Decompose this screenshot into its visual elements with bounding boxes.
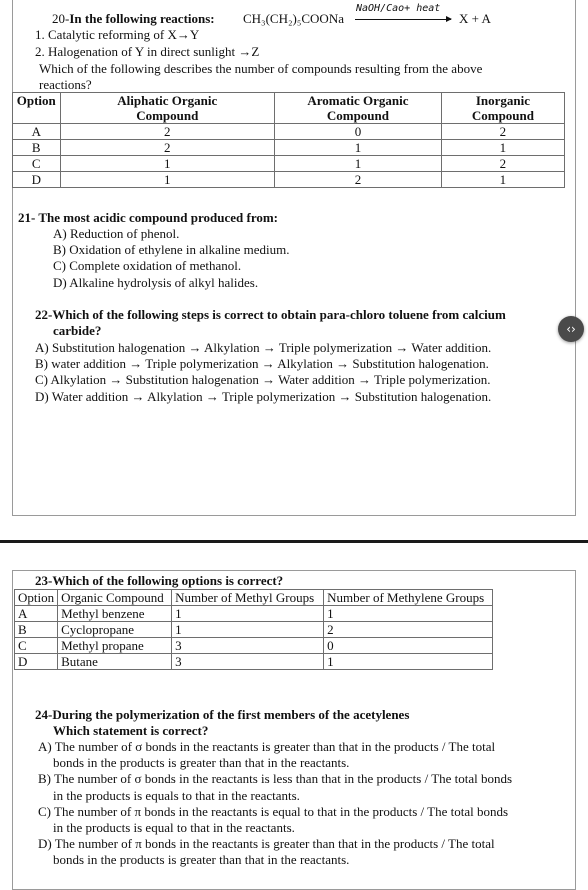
q20-step-2: 2. Halogenation of Y in direct sunlight →Z [35,44,260,59]
q21-option-d: D) Alkaline hydrolysis of alkyl halides. [53,275,259,290]
table-cell: 1 [275,156,442,172]
table-cell: 2 [275,172,442,188]
table-header-cell: Aliphatic Organic Compound [60,93,274,124]
table-header-cell: Inorganic Compound [441,93,564,124]
table-header-row [13,93,565,124]
table-header-cell: Number of Methyl Groups [172,590,324,606]
q20-formula: CH₃(CH₂)₅COONa [243,11,344,26]
table-cell: 1 [324,654,493,670]
table-cell: 2 [60,140,274,156]
table-cell: Methyl propane [58,638,172,654]
q22-option-a: A) Substitution halogenation → Alkylation → Triple polymerization → Water addition. [35,340,492,355]
q20-header [52,11,215,27]
table-cell: 1 [60,156,274,172]
table-cell: A [15,606,58,622]
table-cell: 1 [172,622,324,638]
table-header-row [15,590,493,606]
q23-table [14,589,493,670]
q21-option-c: C) Complete oxidation of methanol. [53,258,242,273]
table-cell: 1 [441,172,564,188]
q24-option-b-line-2: in the products is equals to that in the reactants. [53,788,300,803]
q20-reaction-arrow [355,19,451,20]
table-cell: B [13,140,61,156]
q24-option-b-line-1: B) The number of σ bonds in the reactants is less than that in the products / The total bonds [38,771,513,786]
table-cell: 3 [172,654,324,670]
q24-option-c-line-2: in the products is equal to that in the reactants. [53,820,295,835]
table-header-cell: Option [15,590,58,606]
table-cell: 1 [60,172,274,188]
table-header-cell: Aromatic Organic Compound [275,93,442,124]
q24-option-a-line-1: A) The number of σ bonds in the reactants is greater than that in the products / The total [38,739,496,754]
q20-products: X + A [459,11,491,26]
table-cell: B [15,622,58,638]
table-cell: C [13,156,61,172]
q24-option-c-line-1: C) The number of π bonds in the reactants is equal to that in the products / The total bonds [38,804,509,819]
q23-title: 23-Which of the following options is correct? [35,573,284,588]
table-row [15,606,493,622]
table-cell: 0 [324,638,493,654]
table-cell: 1 [324,606,493,622]
table-header-cell: Organic Compound [58,590,172,606]
q22-option-d: D) Water addition → Alkylation → Triple polymerization → Substitution halogenation. [35,389,492,404]
q21-title: 21- The most acidic compound produced from: [18,210,279,225]
q22-title-line-1: 22-Which of the following steps is correct to obtain para-chloro toluene from calcium [35,307,506,322]
q20-question-line-2: reactions? [39,77,92,92]
table-header-cell: Option [13,93,61,124]
q20-number: 20- [52,11,70,26]
table-row [13,140,565,156]
table-cell: 2 [441,124,564,140]
q21-option-b: B) Oxidation of ethylene in alkaline medium. [53,242,290,257]
q20-reagent-label: NaOH/Cao+ heat [356,3,441,14]
q21-option-a: A) Reduction of phenol. [53,226,180,241]
table-cell: Cyclopropane [58,622,172,638]
q20-question-line-1: Which of the following describes the number of compounds resulting from the above [39,61,483,76]
table-cell: D [13,172,61,188]
q22-title-line-2: carbide? [53,323,102,338]
q24-option-d-line-1: D) The number of π bonds in the reactants is greater than that in the products / The total [38,836,495,851]
q24-option-d-line-2: bonds in the products is greater than that in the reactants. [53,852,350,867]
q20-stem: In the following reactions: [69,11,215,26]
table-row [13,172,565,188]
table-cell: 1 [275,140,442,156]
q20-step-1: 1. Catalytic reforming of X→Y [35,27,200,42]
table-cell: 1 [441,140,564,156]
table-cell: 2 [60,124,274,140]
table-cell: 0 [275,124,442,140]
q24-option-a-line-2: bonds in the products is greater than that in the reactants. [53,755,350,770]
table-cell: A [13,124,61,140]
q20-table [12,92,565,188]
q22-option-b: B) water addition → Triple polymerization → Alkylation → Substitution halogenation. [35,356,489,371]
table-row [13,124,565,140]
table-row [13,156,565,172]
table-row [15,654,493,670]
table-header-cell: Number of Methylene Groups [324,590,493,606]
table-cell: 1 [172,606,324,622]
page-separator [0,540,588,543]
chevron-left-right-icon: ‹› [566,322,576,336]
table-cell: Butane [58,654,172,670]
q24-title-line-2: Which statement is correct? [53,723,209,738]
table-cell: 3 [172,638,324,654]
table-cell: 2 [324,622,493,638]
table-row [15,638,493,654]
table-row [15,622,493,638]
table-cell: 2 [441,156,564,172]
table-cell: Methyl benzene [58,606,172,622]
table-cell: D [15,654,58,670]
q22-option-c: C) Alkylation → Substitution halogenation → Water addition → Triple polymerization. [35,372,491,387]
page-nav-button[interactable] [558,316,584,342]
q24-title-line-1: 24-During the polymerization of the first members of the acetylenes [35,707,410,722]
table-cell: C [15,638,58,654]
